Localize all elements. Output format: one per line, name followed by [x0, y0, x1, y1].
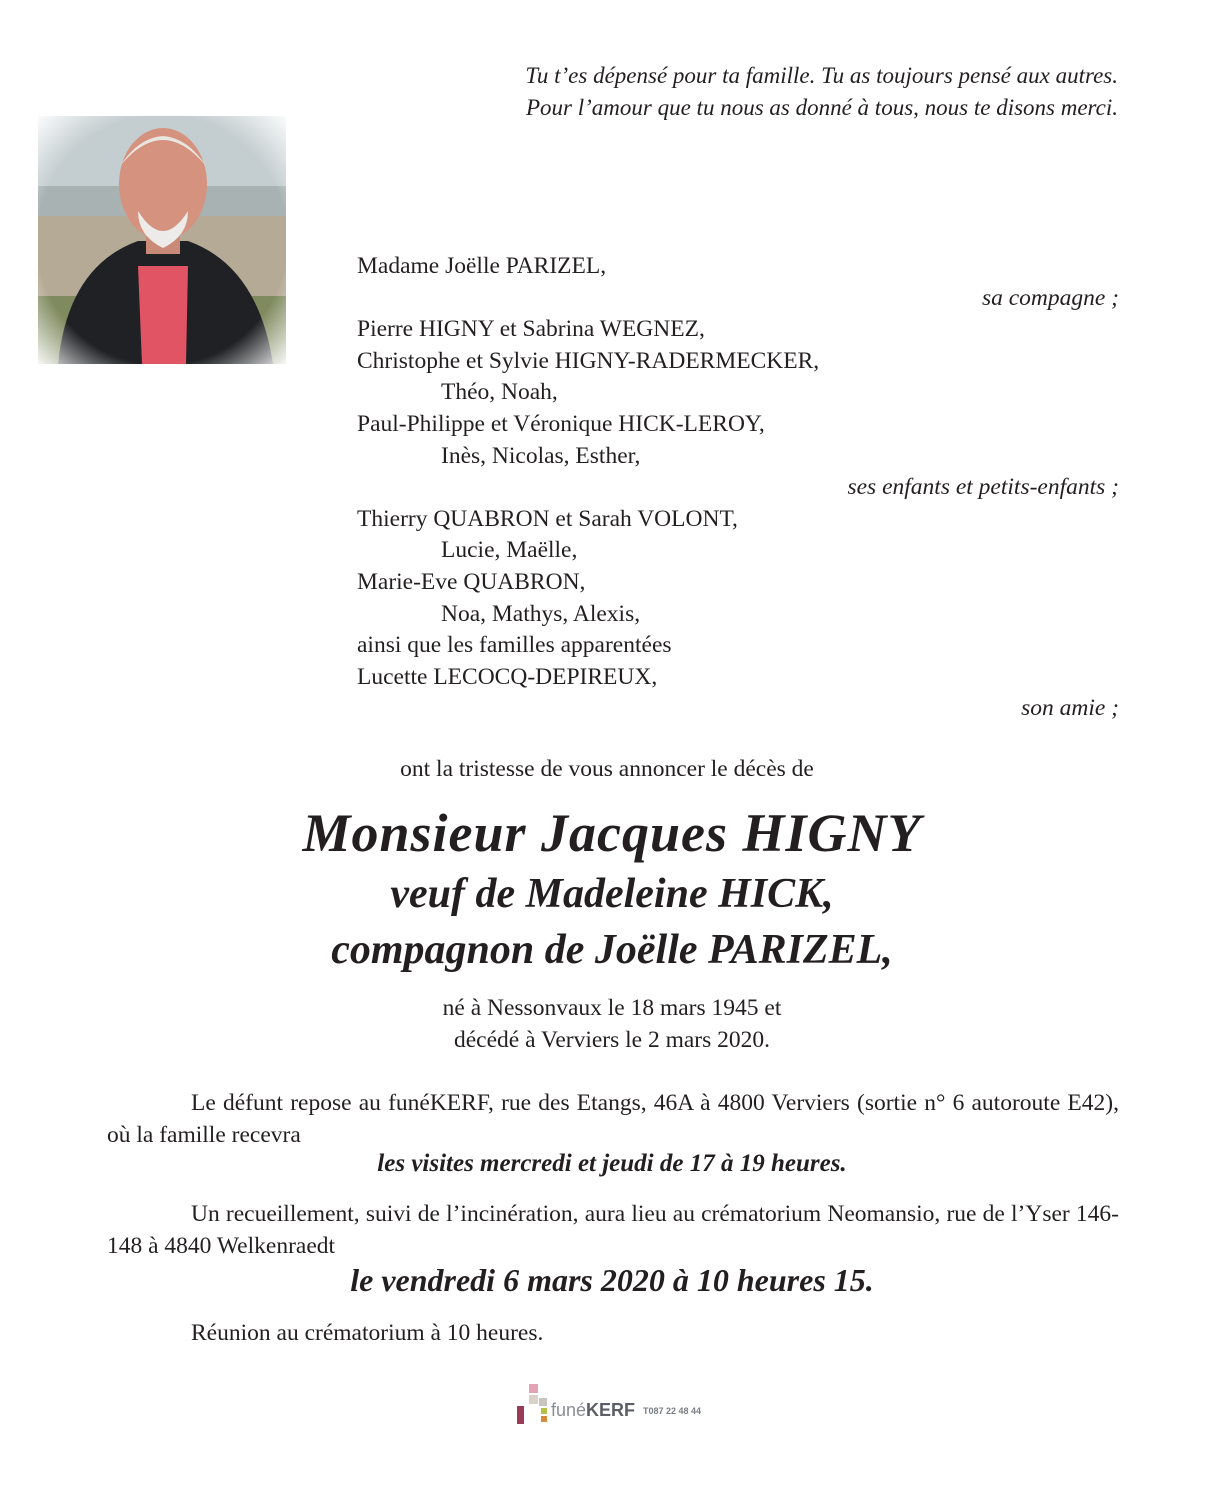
life-dates — [0, 992, 1214, 1056]
portrait-photo — [38, 116, 286, 364]
family-member: Thierry QUABRON et Sarah VOLONT, — [357, 505, 738, 532]
deceased-block — [0, 800, 1214, 978]
ceremony-text: Un recueillement, suivi de l’incinération, aura lieu au crématorium Neomansio, rue de l’Yser 146-148 à 4840 Welkenraedt — [107, 1201, 1119, 1259]
family-member: Christophe et Sylvie HIGNY-RADERMECKER, — [357, 347, 820, 374]
deceased-widower-line: veuf de Madeleine HICK, — [390, 871, 834, 917]
quote-line-1: Tu t’es dépensé pour ta famille. Tu as toujours pensé aux autres. — [525, 63, 1118, 88]
funekerf-logo — [515, 1384, 715, 1428]
family-member: Paul-Philippe et Véronique HICK-LEROY, — [357, 410, 765, 437]
family-member: Théo, Noah, — [441, 379, 558, 406]
family-role: son amie ; — [1021, 695, 1119, 722]
announcement: ont la tristesse de vous annoncer le décès de — [400, 756, 814, 782]
epitaph-quote — [525, 60, 1118, 124]
ceremony-paragraph — [107, 1198, 1119, 1262]
deceased-name: Monsieur Jacques HIGNY — [302, 803, 922, 863]
logo-phone: T087 22 48 44 — [643, 1406, 702, 1416]
family-member: Noa, Mathys, Alexis, — [441, 600, 641, 627]
family-role: ses enfants et petits-enfants ; — [847, 474, 1119, 501]
family-list — [357, 251, 1119, 725]
rest-text: Le défunt repose au funéKERF, rue des Etangs, 46A à 4800 Verviers (sortie n° 6 autoroute E42), où la famille recevra — [107, 1090, 1119, 1148]
family-member: Madame Joëlle PARIZEL, — [357, 253, 607, 279]
family-member: Pierre HIGNY et Sabrina WEGNEZ, — [357, 316, 705, 343]
birth-line: né à Nessonvaux le 18 mars 1945 et — [442, 995, 782, 1021]
family-member: Marie-Eve QUABRON, — [357, 568, 586, 595]
quote-line-2: Pour l’amour que tu nous as donné à tous, nous te disons merci. — [525, 95, 1118, 120]
family-member: Lucette LECOCQ-DEPIREUX, — [357, 663, 658, 690]
family-role: sa compagne ; — [981, 284, 1119, 311]
logo-brand: funéKERF — [551, 1400, 636, 1420]
reunion-text: Réunion au crématorium à 10 heures. — [191, 1320, 544, 1346]
deceased-companion-line: compagnon de Joëlle PARIZEL, — [331, 927, 893, 973]
family-member: Lucie, Maëlle, — [441, 537, 578, 564]
reunion-paragraph — [107, 1317, 1119, 1349]
ceremony-date: le vendredi 6 mars 2020 à 10 heures 15. — [350, 1262, 874, 1298]
death-line: décédé à Verviers le 2 mars 2020. — [453, 1027, 771, 1053]
visits-line: les visites mercredi et jeudi de 17 à 19 heures. — [377, 1150, 847, 1177]
family-member: ainsi que les familles apparentées — [357, 632, 672, 659]
family-member: Inès, Nicolas, Esther, — [441, 442, 641, 469]
rest-paragraph — [107, 1087, 1119, 1151]
